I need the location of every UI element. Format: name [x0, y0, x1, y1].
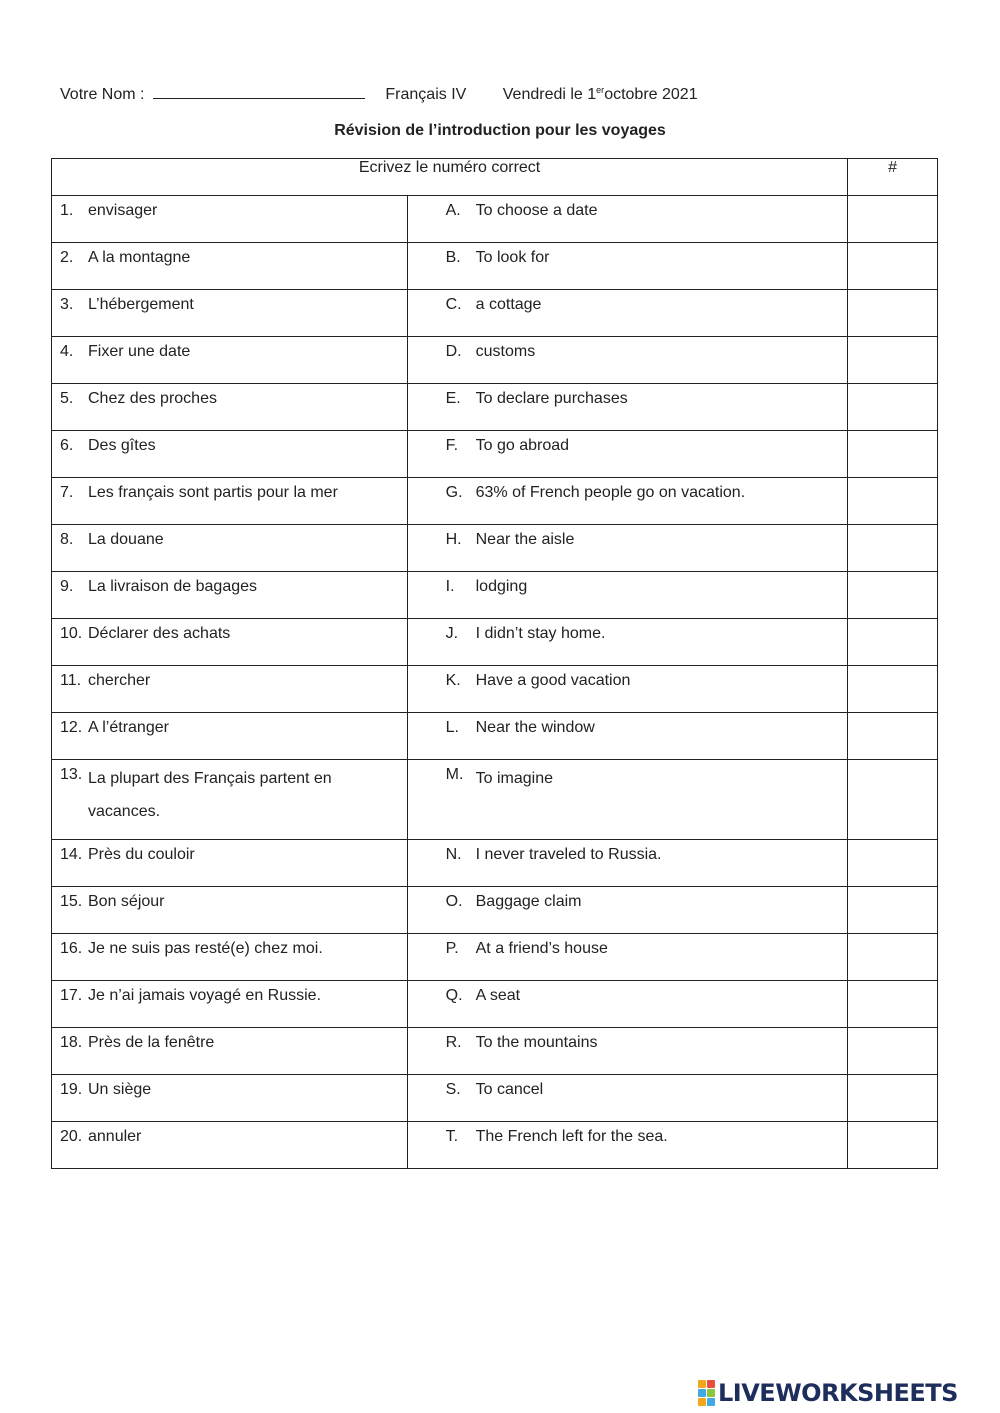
french-term: A l’étranger — [88, 719, 169, 736]
french-term: Chez des proches — [88, 390, 217, 407]
answer-input-cell[interactable] — [848, 243, 938, 290]
term-number: 15. — [60, 893, 83, 910]
french-term-cell — [52, 384, 408, 431]
french-term: La livraison de bagages — [88, 578, 258, 595]
french-term-cell — [52, 619, 408, 666]
french-term-cell — [52, 887, 408, 934]
answer-input-cell[interactable] — [848, 934, 938, 981]
term-number: 20. — [60, 1128, 83, 1145]
english-term: Near the aisle — [475, 531, 575, 548]
matching-table — [51, 158, 938, 1169]
term-number: 5. — [60, 390, 74, 407]
french-term: Bon séjour — [88, 893, 165, 910]
french-term-cell — [52, 290, 408, 337]
french-term: L’hébergement — [88, 296, 194, 313]
english-term-cell — [407, 713, 847, 760]
french-term: envisager — [88, 202, 158, 219]
english-term: a cottage — [475, 296, 542, 313]
answer-input-cell[interactable] — [848, 431, 938, 478]
answer-input-cell[interactable] — [848, 337, 938, 384]
term-number: 11. — [60, 672, 82, 689]
french-term-cell — [52, 1075, 408, 1122]
logo-text: LIVEWORKSHEETS — [718, 1379, 958, 1407]
course-label: Français IV — [385, 86, 467, 103]
term-letter: J. — [445, 625, 459, 642]
term-letter: I. — [445, 578, 455, 595]
english-term-cell — [407, 981, 847, 1028]
term-number: 12. — [60, 719, 83, 736]
french-term: chercher — [88, 672, 151, 689]
french-term: La douane — [88, 531, 164, 548]
answer-input-cell[interactable] — [848, 887, 938, 934]
french-term-cell — [52, 196, 408, 243]
french-term-cell — [52, 478, 408, 525]
term-letter: Q. — [445, 987, 463, 1004]
french-term: annuler — [88, 1128, 142, 1145]
answer-input-cell[interactable] — [848, 981, 938, 1028]
english-term: The French left for the sea. — [475, 1128, 668, 1145]
term-letter: A. — [445, 202, 461, 219]
english-term: I never traveled to Russia. — [475, 846, 662, 863]
french-term-cell — [52, 840, 408, 887]
english-term: To cancel — [475, 1081, 544, 1098]
french-term-cell — [52, 760, 408, 840]
term-letter: G. — [445, 484, 463, 501]
french-term-cell — [52, 337, 408, 384]
answer-input-cell[interactable] — [848, 384, 938, 431]
term-letter: M. — [445, 766, 464, 783]
term-number: 19. — [60, 1081, 83, 1098]
term-letter: F. — [445, 437, 459, 454]
term-letter: L. — [445, 719, 459, 736]
answer-input-cell[interactable] — [848, 525, 938, 572]
english-term-cell — [407, 196, 847, 243]
term-letter: R. — [445, 1034, 462, 1051]
term-letter: C. — [445, 296, 462, 313]
english-term-cell — [407, 1028, 847, 1075]
english-term-cell — [407, 760, 847, 840]
french-term-cell — [52, 431, 408, 478]
table-row — [52, 431, 938, 478]
english-term-cell — [407, 384, 847, 431]
english-term: customs — [475, 343, 536, 360]
table-row — [52, 384, 938, 431]
english-term-cell — [407, 619, 847, 666]
table-row — [52, 1028, 938, 1075]
answer-input-cell[interactable] — [848, 840, 938, 887]
english-term: To the mountains — [475, 1034, 598, 1051]
answer-input-cell[interactable] — [848, 1122, 938, 1169]
english-term-cell — [407, 1122, 847, 1169]
english-term-cell — [407, 478, 847, 525]
term-number: 13. — [60, 766, 83, 783]
french-term-cell — [52, 1028, 408, 1075]
english-term-cell — [407, 290, 847, 337]
term-letter: O. — [445, 893, 463, 910]
table-row — [52, 337, 938, 384]
english-term-cell — [407, 840, 847, 887]
table-row — [52, 760, 938, 840]
french-term-cell — [52, 666, 408, 713]
name-blank-field[interactable] — [153, 84, 365, 99]
answer-input-cell[interactable] — [848, 572, 938, 619]
french-term: Un siège — [88, 1081, 152, 1098]
liveworksheets-logo — [697, 1378, 958, 1408]
english-term-cell — [407, 431, 847, 478]
table-row — [52, 290, 938, 337]
term-number: 10. — [60, 625, 83, 642]
answer-input-cell[interactable] — [848, 478, 938, 525]
french-term: A la montagne — [88, 249, 191, 266]
header-line — [60, 84, 698, 104]
english-term: To go abroad — [475, 437, 570, 454]
answer-column-header: # — [848, 159, 938, 196]
french-term: Je ne suis pas resté(e) chez moi. — [88, 940, 323, 957]
french-term-cell — [52, 934, 408, 981]
english-term-cell — [407, 243, 847, 290]
table-row — [52, 1075, 938, 1122]
french-term: Les français sont partis pour la mer — [88, 484, 338, 501]
answer-input-cell[interactable] — [848, 760, 938, 840]
table-body — [52, 196, 938, 1169]
term-letter: S. — [445, 1081, 461, 1098]
english-term-cell — [407, 337, 847, 384]
french-term: Je n’ai jamais voyagé en Russie. — [88, 987, 322, 1004]
term-number: 14. — [60, 846, 83, 863]
term-number: 8. — [60, 531, 74, 548]
term-number: 7. — [60, 484, 74, 501]
english-term: Baggage claim — [475, 893, 582, 910]
table-row — [52, 981, 938, 1028]
english-term-cell — [407, 934, 847, 981]
english-term: Have a good vacation — [475, 672, 631, 689]
term-number: 1. — [60, 202, 74, 219]
logo-mark-icon — [697, 1380, 715, 1407]
term-number: 2. — [60, 249, 74, 266]
french-term-cell — [52, 525, 408, 572]
term-number: 6. — [60, 437, 74, 454]
english-term: At a friend’s house — [475, 940, 608, 957]
table-row — [52, 196, 938, 243]
term-number: 9. — [60, 578, 74, 595]
french-term: Près de la fenêtre — [88, 1034, 215, 1051]
english-term-cell — [407, 887, 847, 934]
english-term: To imagine — [475, 770, 553, 787]
date-label: Vendredi le 1eroctobre 2021 — [502, 84, 698, 103]
table-row — [52, 840, 938, 887]
english-term: Near the window — [475, 719, 595, 736]
answer-input-cell[interactable] — [848, 1028, 938, 1075]
table-row — [52, 478, 938, 525]
french-term-cell — [52, 572, 408, 619]
term-number: 4. — [60, 343, 74, 360]
answer-input-cell[interactable] — [848, 666, 938, 713]
answer-input-cell[interactable] — [848, 619, 938, 666]
answer-input-cell[interactable] — [848, 713, 938, 760]
name-label: Votre Nom : — [60, 86, 145, 103]
term-number: 3. — [60, 296, 74, 313]
table-row — [52, 619, 938, 666]
english-term: To declare purchases — [475, 390, 628, 407]
english-term: I didn’t stay home. — [475, 625, 606, 642]
english-term: lodging — [475, 578, 528, 595]
english-term-cell — [407, 525, 847, 572]
instruction-header: Ecrivez le numéro correct — [52, 159, 848, 196]
table-row — [52, 572, 938, 619]
french-term-cell — [52, 981, 408, 1028]
answer-input-cell[interactable] — [848, 1075, 938, 1122]
table-row — [52, 1122, 938, 1169]
english-term-cell — [407, 572, 847, 619]
french-term: Près du couloir — [88, 846, 195, 863]
term-letter: P. — [445, 940, 459, 957]
term-letter: T. — [445, 1128, 459, 1145]
english-term: A seat — [475, 987, 521, 1004]
table-row — [52, 934, 938, 981]
english-term-cell — [407, 1075, 847, 1122]
french-term: Des gîtes — [88, 437, 156, 454]
term-number: 17. — [60, 987, 83, 1004]
french-term: Fixer une date — [88, 343, 191, 360]
term-letter: D. — [445, 343, 462, 360]
term-letter: N. — [445, 846, 462, 863]
english-term-cell — [407, 666, 847, 713]
term-letter: H. — [445, 531, 462, 548]
table-row — [52, 713, 938, 760]
term-number: 16. — [60, 940, 83, 957]
english-term: 63% of French people go on vacation. — [475, 484, 746, 501]
table-row — [52, 525, 938, 572]
english-term: To look for — [475, 249, 550, 266]
answer-input-cell[interactable] — [848, 290, 938, 337]
table-row — [52, 666, 938, 713]
term-letter: B. — [445, 249, 461, 266]
french-term: La plupart des Français partent en vacances. — [88, 770, 332, 820]
french-term-cell — [52, 713, 408, 760]
english-term: To choose a date — [475, 202, 598, 219]
term-letter: K. — [445, 672, 461, 689]
table-row — [52, 887, 938, 934]
answer-input-cell[interactable] — [848, 196, 938, 243]
page-title: Révision de l’introduction pour les voyages — [334, 122, 666, 139]
french-term-cell — [52, 243, 408, 290]
table-row — [52, 243, 938, 290]
french-term: Déclarer des achats — [88, 625, 231, 642]
term-letter: E. — [445, 390, 461, 407]
french-term-cell — [52, 1122, 408, 1169]
term-number: 18. — [60, 1034, 83, 1051]
